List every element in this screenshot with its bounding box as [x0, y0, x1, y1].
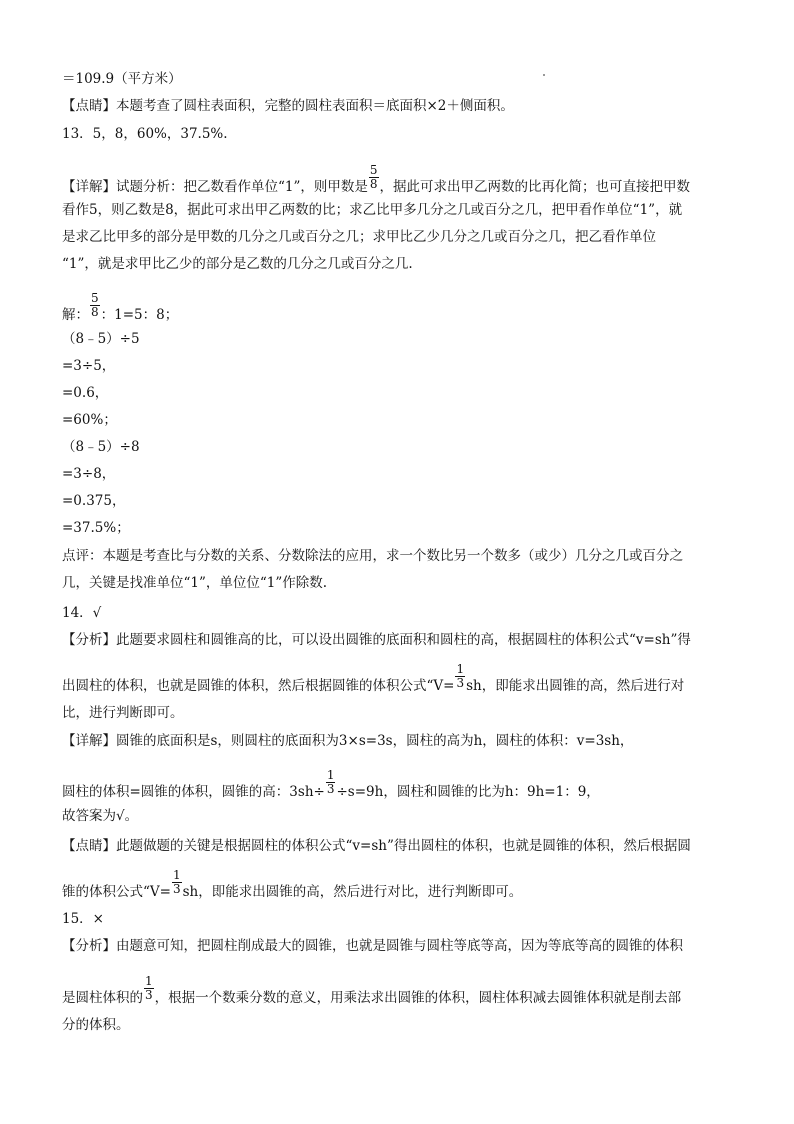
text-line: “1”，就是求甲比乙少的部分是乙数的几分之几或百分之几.	[62, 256, 413, 272]
fraction	[90, 292, 100, 319]
text-line: 13．5，8，60%，37.5%.	[62, 126, 228, 142]
detail-line-fraction	[62, 163, 691, 201]
math-line: =0.6，	[62, 385, 109, 401]
fraction-denominator: 3	[456, 676, 465, 690]
text-line: 【详解】圆锥的底面积是s，则圆柱的底面积为3×s=3s，圆柱的高为h，圆柱的体积：v=3sh，	[62, 733, 634, 749]
text-segment: 出圆柱的体积，也就是圆锥的体积，然后根据圆锥的体积公式“V=	[62, 678, 455, 694]
fraction	[144, 975, 154, 1002]
text-segment: 是圆柱体积的	[62, 990, 143, 1006]
fraction-numerator: 5	[369, 163, 378, 177]
math-line: =3÷5，	[62, 358, 116, 374]
text-segment: 圆柱的体积=圆锥的体积，圆锥的高：3sh÷	[62, 784, 325, 800]
text-line: 几，关键是找准单位“1”，单位位“1”作除数.	[62, 575, 328, 591]
detail-line-fraction	[62, 768, 600, 806]
text-line: 分的体积。	[62, 1017, 130, 1033]
text-segment: ，根据一个数乘分数的意义，用乘法求出圆锥的体积，圆柱体积减去圆锥体积就是削去部	[154, 990, 682, 1006]
math-line: =0.375，	[62, 493, 126, 509]
speck	[543, 74, 545, 76]
text-segment: ，据此可求出甲乙两数的比再化简；也可直接把甲数	[379, 179, 691, 195]
text-segment: ÷s=9h，圆柱和圆锥的比为h：9h=1：9，	[336, 784, 600, 800]
fraction-denominator: 8	[369, 177, 378, 191]
solve-line-fraction	[62, 291, 179, 329]
math-line: （8﹣5）÷8	[62, 439, 140, 455]
fraction-numerator: 5	[91, 291, 99, 305]
text-segment: sh，即能求出圆锥的高，然后进行对	[466, 678, 685, 694]
text-line: 15．×	[62, 911, 104, 927]
fraction-numerator: 1	[326, 768, 335, 782]
text-segment: sh，即能求出圆锥的高，然后进行对比，进行判断即可。	[182, 884, 523, 900]
text-line: 【点睛】本题考查了圆柱表面积，完整的圆柱表面积＝底面积×2＋侧面积。	[62, 98, 514, 114]
text-line: 【点睛】此题做题的关键是根据圆柱的体积公式“v=sh”得出圆柱的体积，也就是圆锥的体积，然后根据圆	[62, 838, 691, 854]
text-line: 【分析】由题意可知，把圆柱削成最大的圆锥，也就是圆锥与圆柱等底等高，因为等底等高的圆锥的体积	[62, 938, 683, 954]
math-line: =37.5%；	[62, 520, 130, 536]
fraction-denominator: 8	[91, 305, 99, 319]
fraction	[455, 663, 465, 690]
math-line: =3÷8，	[62, 466, 116, 482]
text-segment: 【详解】试题分析：把乙数看作单位“1”，则甲数是	[62, 179, 368, 195]
fraction-numerator: 1	[145, 974, 153, 988]
fraction-denominator: 3	[326, 782, 335, 796]
fraction	[326, 769, 336, 796]
analysis-line-fraction	[62, 974, 682, 1012]
fraction	[172, 869, 182, 896]
fraction-numerator: 1	[456, 662, 465, 676]
math-line: =60%；	[62, 412, 117, 428]
point-line-fraction	[62, 868, 523, 906]
fraction-numerator: 1	[172, 868, 181, 882]
text-segment: 锥的体积公式“V=	[62, 884, 171, 900]
math-line: （8﹣5）÷5	[62, 331, 140, 347]
text-line: 比，进行判断即可。	[62, 705, 184, 721]
text-line: ＝109.9（平方米）	[62, 71, 182, 87]
fraction	[369, 164, 379, 191]
text-segment: 解：	[62, 307, 89, 323]
fraction-denominator: 3	[145, 988, 153, 1002]
text-segment: ：1=5：8；	[100, 307, 179, 323]
analysis-line-fraction	[62, 662, 685, 700]
text-line: 14．√	[62, 605, 102, 621]
text-line: 【分析】此题要求圆柱和圆锥高的比，可以设出圆锥的底面积和圆柱的高，根据圆柱的体积公式“v=sh”得	[62, 632, 691, 648]
text-line: 看作5，则乙数是8，据此可求出甲乙两数的比；求乙比甲多几分之几或百分之几，把甲看作单位“1”，就	[62, 202, 683, 218]
text-line: 故答案为√。	[62, 808, 139, 824]
fraction-denominator: 3	[172, 882, 181, 896]
text-line: 是求乙比甲多的部分是甲数的几分之几或百分之几；求甲比乙少几分之几或百分之几，把乙看作单位	[62, 229, 656, 245]
text-line: 点评：本题是考查比与分数的关系、分数除法的应用，求一个数比另一个数多（或少）几分之几或百分之	[62, 548, 683, 564]
